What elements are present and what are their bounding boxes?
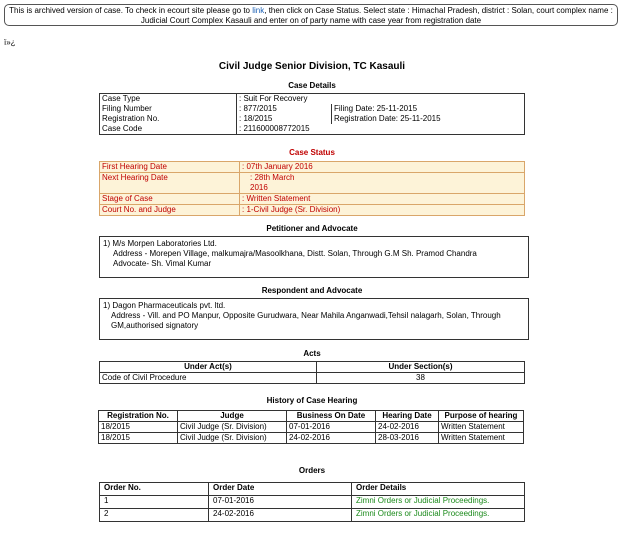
history-cell: 18/2015	[99, 422, 178, 433]
petitioner-address: Address - Morepen Village, malkumajra/Masoolkhana, Distt. Solan, Through G.M Sh. Pramod Chandra	[113, 249, 477, 258]
case-details-heading: Case Details	[288, 81, 336, 90]
case-details-table	[99, 93, 525, 135]
case-code-label: Case Code	[100, 124, 237, 135]
next-hearing-label: Next Hearing Date	[100, 173, 240, 194]
respondent-name: 1) Dagon Pharmaceuticals pvt. ltd.	[103, 301, 226, 310]
acts-heading: Acts	[303, 349, 321, 358]
act-name: Code of Civil Procedure	[100, 373, 317, 384]
ecourt-link[interactable]: link	[252, 6, 265, 15]
status-row	[100, 205, 525, 216]
notice-text-after: , then click on Case Status. Select state : Himachal Pradesh, district : Solan, court complex name : Judicial Court Complex Kasauli and enter on of party name with case year from registration date	[140, 6, 613, 25]
archive-notice	[4, 4, 618, 26]
registration-no-value: : 18/2015	[237, 114, 332, 124]
order-no: 2	[100, 509, 209, 522]
registration-no-label: Registration No.	[100, 114, 237, 124]
acts-col-section: Under Section(s)	[317, 362, 525, 373]
petitioner-name: 1) M/s Morpen Laboratories Ltd.	[103, 239, 217, 248]
filing-number-value: : 877/2015	[237, 104, 332, 114]
case-code-value: : 211600008772015	[237, 124, 525, 135]
orders-col-details: Order Details	[352, 483, 525, 496]
history-col-purpose: Purpose of hearing	[439, 411, 524, 422]
table-row	[99, 433, 524, 444]
order-details-link[interactable]: Zimni Orders or Judicial Proceedings.	[352, 509, 525, 522]
order-no: 1	[100, 496, 209, 509]
history-cell: Written Statement	[439, 422, 524, 433]
history-heading: History of Case Hearing	[266, 396, 358, 405]
table-row	[100, 509, 525, 522]
petitioner-heading: Petitioner and Advocate	[266, 224, 358, 233]
respondent-box	[99, 298, 529, 340]
orders-table	[99, 482, 525, 522]
history-cell: Civil Judge (Sr. Division)	[178, 422, 287, 433]
respondent-heading: Respondent and Advocate	[261, 286, 363, 295]
history-col-reg: Registration No.	[99, 411, 178, 422]
history-col-judge: Judge	[178, 411, 287, 422]
next-hearing-value: : 28th March 2016	[250, 173, 295, 192]
history-business-date-link[interactable]: 07-01-2016	[287, 422, 376, 433]
case-type-value: : Suit For Recovery	[237, 94, 525, 105]
orders-heading: Orders	[298, 466, 326, 475]
petitioner-advocate: Advocate- Sh. Vimal Kumar	[113, 259, 212, 268]
table-row	[99, 422, 524, 433]
history-business-date-link[interactable]: 24-02-2016	[287, 433, 376, 444]
case-type-label: Case Type	[100, 94, 237, 105]
acts-table	[99, 361, 525, 384]
acts-col-act: Under Act(s)	[100, 362, 317, 373]
notice-text-before: This is archived version of case. To check in ecourt site please go to	[9, 6, 253, 15]
act-section: 38	[317, 373, 525, 384]
respondent-address: Address - Vill. and PO Manpur, Opposite Gurudwara, Near Mahila Anganwadi,Tehsil nalagarh, Solan, Through GM,authorised signatory	[111, 311, 501, 330]
history-table	[98, 410, 524, 444]
history-cell: Written Statement	[439, 433, 524, 444]
status-row	[100, 173, 525, 194]
filing-number-label: Filing Number	[100, 104, 237, 114]
first-hearing-value: : 07th January 2016	[240, 162, 525, 173]
history-col-business: Business On Date	[287, 411, 376, 422]
orders-col-date: Order Date	[209, 483, 352, 496]
order-date: 24-02-2016	[209, 509, 352, 522]
history-col-hearing: Hearing Date	[376, 411, 439, 422]
orders-col-no: Order No.	[100, 483, 209, 496]
history-cell: 28-03-2016	[376, 433, 439, 444]
stage-value: : Written Statement	[240, 194, 525, 205]
court-judge-label: Court No. and Judge	[100, 205, 240, 216]
petitioner-box	[99, 236, 529, 278]
court-judge-value: : 1-Civil Judge (Sr. Division)	[240, 205, 525, 216]
history-cell: 24-02-2016	[376, 422, 439, 433]
court-title: Civil Judge Senior Division, TC Kasauli	[218, 61, 406, 72]
case-status-heading: Case Status	[289, 148, 335, 157]
table-row	[100, 373, 525, 384]
registration-date: Registration Date: 25-11-2015	[332, 114, 525, 124]
table-row	[100, 496, 525, 509]
order-details-link[interactable]: Zimni Orders or Judicial Proceedings.	[352, 496, 525, 509]
stage-label: Stage of Case	[100, 194, 240, 205]
history-cell: 18/2015	[99, 433, 178, 444]
status-row	[100, 162, 525, 173]
status-row	[100, 194, 525, 205]
case-status-table	[99, 161, 525, 216]
history-cell: Civil Judge (Sr. Division)	[178, 433, 287, 444]
first-hearing-label: First Hearing Date	[100, 162, 240, 173]
order-date: 07-01-2016	[209, 496, 352, 509]
encoding-artifact: ï»¿	[4, 38, 16, 47]
filing-date: Filing Date: 25-11-2015	[332, 104, 525, 114]
